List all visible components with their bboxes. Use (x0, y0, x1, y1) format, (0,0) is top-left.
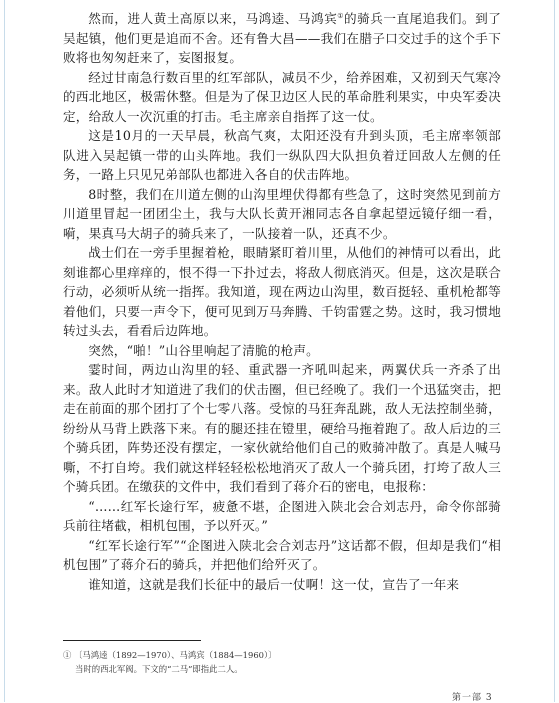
footnote-line-2: 当时的西北军阀。下文的“二马”即指此二人。 (75, 664, 243, 674)
paragraph-1: 然而，进人黄土高原以来，马鸿逵、马鸿宾①的骑兵一直尾追我们。到了吴起镇，他们更是追而不舍。还有鲁大昌——我们在腊子口交过手的这个手下败将也匆匆赶来了，妄图报复。 (63, 11, 501, 65)
page-border-left (4, 0, 5, 702)
footnote-line-1: 〔马鸿逵（1892—1970）、马鸿宾（1884—1960）〕 (74, 650, 277, 660)
paragraph-6: 突然，“啪！”山谷里响起了清脆的枪声。 (88, 342, 319, 358)
paragraph-10: 谁知道，这就是我们长征中的最后一仗啊！这一仗，宣告了一年来 (88, 576, 460, 592)
paragraph-7: 霎时间，两边山沟里的轻、重武器一齐吼叫起来，两翼伏兵一齐杀了出来。敌人此时才知道进了我们的伏击圈，但已经晚了。我们一个迅猛突击，把走在前面的那个团打了个七零八落。受惊的马狂奔乱跳，敌人无法控制坐骑，纷纷从马背上跌落下来。有的腿还挂在镫里，硬给马拖着跑了。敌人后边的三个骑兵团，阵势还没有摆定，一家伙就给他们自己的败骑冲散了。真是人喊马嘶，不打自垮。我们就这样轻轻松松地消灭了敌人一个骑兵团，打垮了敌人三个骑兵团。在缴获的文件中，我们看到了蒋介石的密电，电报称： (63, 362, 501, 494)
paragraph-2: 经过甘南急行数百里的红军部队，减员不少，给养困难，又初到天气寒冷的西北地区，极需休整。但是为了保卫边区人民的革命胜利果实，中央军委决定，给敌人一次沉重的打击。毛主席亲自指挥了这一仗。 (63, 69, 501, 124)
paragraph-8-quote: “……红军长途行军，疲惫不堪，企图进入陕北会合刘志丹，命令你部骑兵前往堵截，相机包围，予以歼灭。” (63, 498, 501, 533)
paragraph-5: 战士们在一旁手里握着枪，眼睛紧盯着川里，从他们的神情可以看出，此刻谁都心里痒痒的，恨不得一下扑过去，将敌人彻底消灭。但是，这次是联合行动，必须听从统一指挥。我知道，现在两边山沟里，数百挺轻、重机枪都等着他们，只要一声令下，便可见到万马奔腾、千钧雷霆之势。这时，我习惯地转过头去，看看后边阵地。 (63, 245, 501, 338)
document-body (63, 9, 501, 594)
footnote-marker: ① (63, 650, 72, 660)
paragraph-4: 8时整，我们在川道左侧的山沟里埋伏得都有些急了，这时突然见到前方川道里冒起一团团尘土，我与大队长黄开湘同志各自拿起望远镜仔细一看，嗬，果真马大胡子的骑兵来了，一队接着一队，还真不少。 (63, 186, 501, 241)
footnote-divider (63, 640, 201, 641)
page-border-right (554, 0, 555, 702)
page-footer: 第一部 3 (452, 693, 493, 703)
paragraph-3: 这是10月的一天早晨，秋高气爽，太阳还没有升到头顶，毛主席率领部队进入吴起镇一带的山头阵地。我们一纵队四大队担负着迂回敌人左侧的任务，一路上只见兄弟部队也都进入各自的伏击阵地。 (63, 128, 501, 182)
footnote-reference[interactable]: ① (337, 11, 345, 20)
footnote (63, 648, 501, 676)
paragraph-9: “红军长途行军”“企图进入陕北会合刘志丹”这话都不假，但却是我们“相机包围”了蒋介石的骑兵，并把他们给歼灭了。 (63, 537, 501, 572)
